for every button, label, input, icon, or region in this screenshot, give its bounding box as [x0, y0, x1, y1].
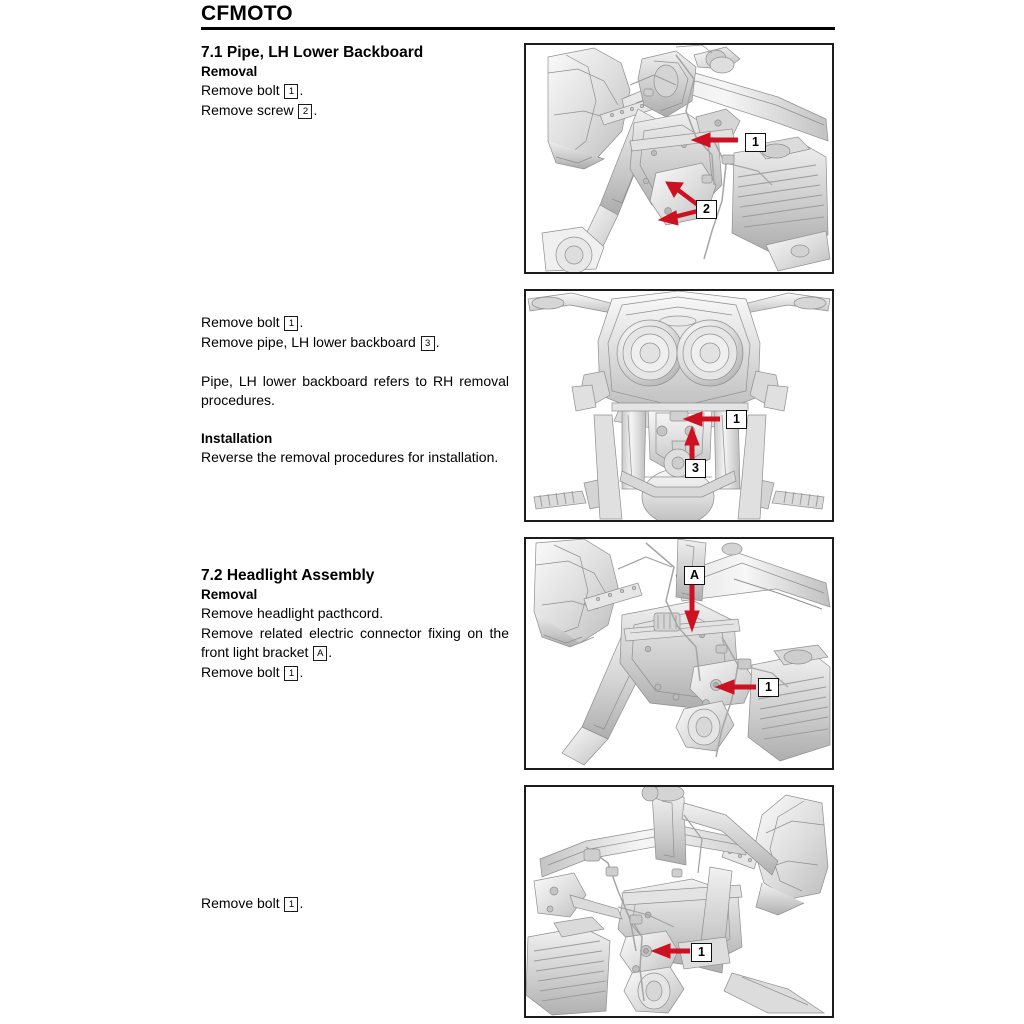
instruction-period: .: [328, 644, 333, 660]
instruction-remove-bolt-1-d: [201, 894, 511, 914]
instruction-remove-pipe-3: [201, 333, 511, 353]
instruction-remove-screw-2: [201, 101, 511, 121]
figure-3-marker-a: A: [684, 566, 705, 585]
instruction-remove-bolt-1-b: [201, 313, 511, 333]
instruction-period: .: [313, 101, 318, 118]
instruction-remove-patchcord: Remove headlight pacthcord.: [201, 605, 384, 621]
section-title-7-2: 7.2 Headlight Assembly: [201, 567, 375, 584]
subheading-removal-7-1: Removal: [201, 64, 258, 79]
instruction-remove-bolt-1: [201, 81, 511, 101]
instruction-text: Remove screw: [201, 101, 298, 118]
instruction-text: Remove bolt: [201, 663, 284, 680]
instruction-period: .: [299, 895, 304, 911]
instruction-period: .: [299, 663, 304, 680]
instruction-period: .: [299, 314, 304, 330]
figure-3-marker-1: 1: [758, 678, 779, 697]
instruction-remove-connector: [201, 624, 509, 663]
section-title-7-1: 7.1 Pipe, LH Lower Backboard: [201, 44, 424, 61]
instruction-text: Remove bolt: [201, 82, 284, 98]
figure-headlight-assembly-bracket: [524, 537, 834, 770]
callout-chip-2: 2: [298, 104, 312, 119]
header-rule: [201, 27, 835, 30]
figure-2-marker-1: 1: [726, 410, 747, 429]
instruction-remove-bolt-1-c: [201, 663, 511, 683]
figure-front-view-pipe-removal: [524, 289, 834, 522]
figure-2-marker-3: 3: [685, 459, 706, 478]
brand-title: CFMOTO: [201, 2, 293, 25]
callout-chip-a: A: [313, 646, 327, 661]
text-block-section-7-1-continued: [201, 313, 511, 468]
page-header: [201, 2, 835, 30]
instruction-text: Remove bolt: [201, 314, 284, 330]
callout-chip-1: 1: [284, 897, 298, 912]
text-block-section-7-2-continued: [201, 894, 511, 914]
subheading-installation: Installation: [201, 431, 273, 446]
figure-3-artwork: [526, 539, 832, 768]
instruction-period: .: [299, 82, 304, 98]
figure-1-marker-1: 1: [745, 133, 766, 152]
paragraph-spacer: [201, 352, 511, 372]
subheading-removal-7-2: Removal: [201, 587, 258, 602]
figure-4-artwork: [526, 787, 832, 1016]
callout-chip-1: 1: [284, 84, 298, 99]
callout-chip-3: 3: [421, 336, 435, 351]
installation-instruction: Reverse the removal procedures for installation.: [201, 449, 499, 465]
figure-1-marker-2: 2: [696, 200, 717, 219]
paragraph-spacer: [201, 411, 511, 431]
instruction-period: .: [435, 333, 440, 350]
figure-headlight-assembly-bolt-rh: [524, 785, 834, 1018]
instruction-text: Remove related electric connector fixing on the front light bracket: [201, 624, 509, 660]
instruction-text: Remove bolt: [201, 895, 284, 911]
callout-chip-1: 1: [284, 666, 298, 681]
note-rh-removal-reference: Pipe, LH lower backboard refers to RH removal procedures.: [201, 372, 509, 408]
figure-4-marker-1: 1: [691, 943, 712, 962]
figure-pipe-lh-lower-backboard-bolt-screw: [524, 43, 834, 274]
figure-1-artwork: [526, 45, 832, 272]
text-block-section-7-2: [201, 565, 511, 682]
callout-chip-1: 1: [284, 316, 298, 331]
text-block-section-7-1: [201, 42, 511, 120]
figure-2-artwork: [526, 291, 832, 520]
instruction-text: Remove pipe, LH lower backboard: [201, 333, 420, 350]
